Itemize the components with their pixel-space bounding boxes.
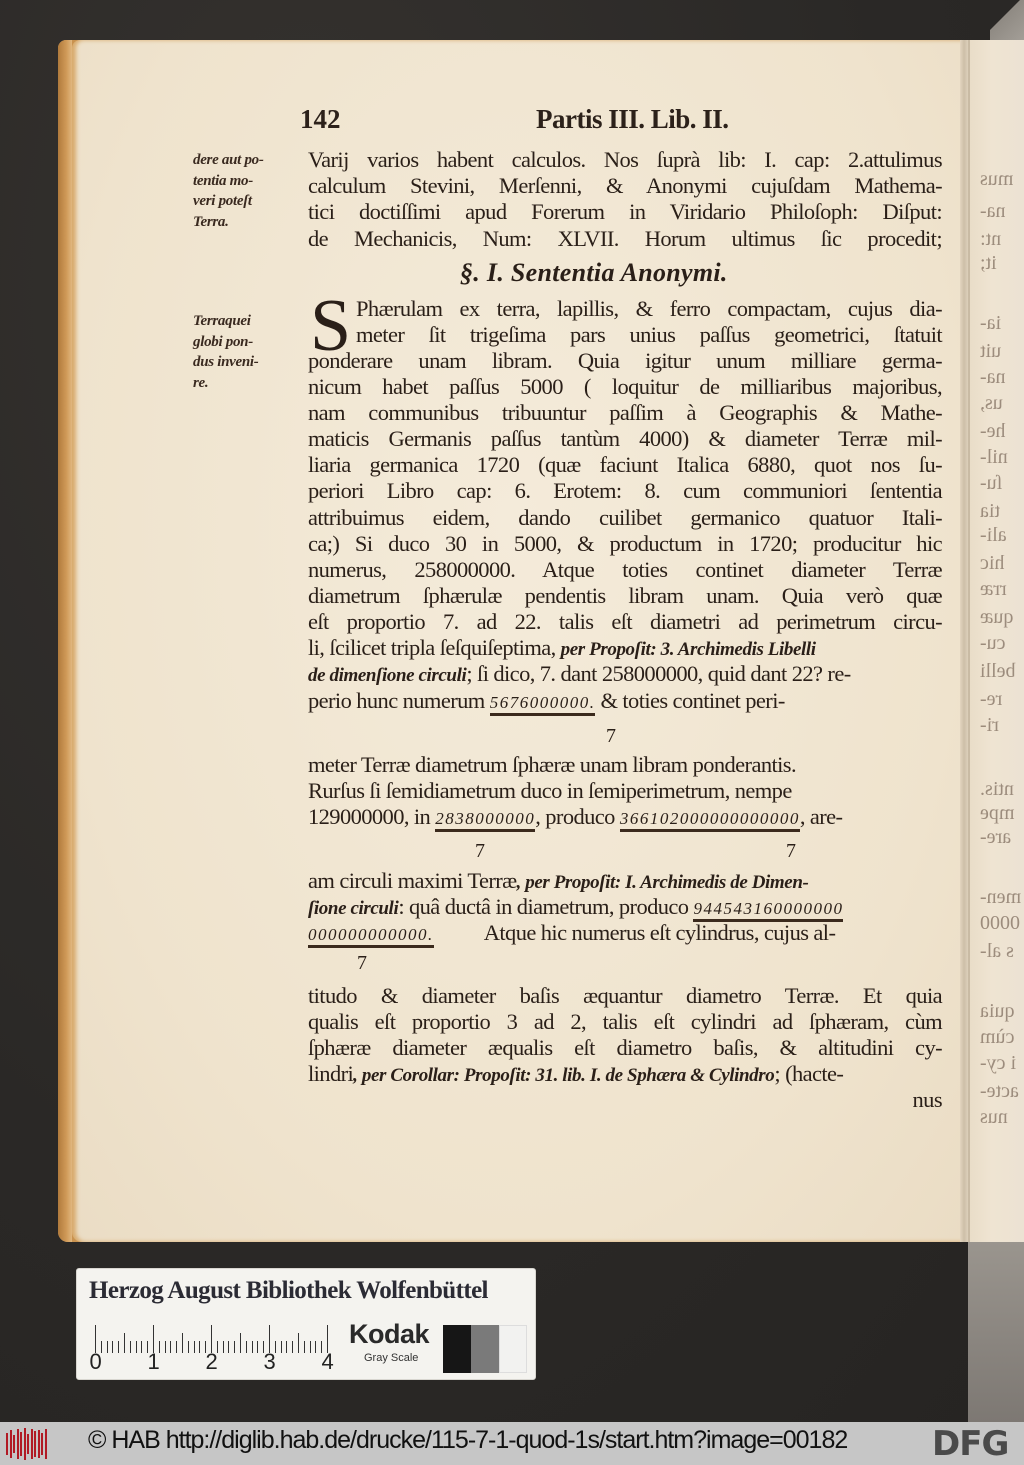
ruler-tick [188,1341,189,1353]
text-line: Phærulam ex terra, lapillis, & ferro compactam, cujus dia- [356,296,942,321]
swatch-white [499,1325,527,1373]
margin-note-line: veri poteſt [193,193,252,209]
ruler-tick [286,1341,287,1353]
bleed-through-text: 0000 [980,912,1020,934]
text-line: de Mechanicis, Num: XLVII. Horum ultimus ſic procedit; [308,226,942,251]
swatch-gray [471,1325,499,1373]
ruler-tick [176,1341,177,1353]
text-line: 000000000000. Atque hic numerus eſt cylindrus, cujus al- [308,920,835,946]
text-line: nicum habet paſſus 5000 ( loquitur de milliaribus majoribus, [308,374,942,399]
bleed-through-text: cùm [980,1026,1015,1048]
text-line: eſt proportio 7. ad 22. talis eſt diametri ad perimetrum circu- [308,609,942,634]
computed-number: 5676000000. [490,693,596,716]
ruler-tick [304,1341,305,1353]
bleed-through-text: mus [980,168,1014,190]
citation: de dimenſione circuli [308,665,467,686]
text-line: numerus, 258000000. Atque toties continet diameter Terræ [308,557,942,582]
bleed-through-text: nt: [980,228,1002,250]
text-line: Rurſus ſi ſemidiametrum duco in ſemiperimetrum, nempe [308,778,792,803]
bleed-through-text: na- [980,366,1006,388]
bleed-through-text: ali- [980,524,1007,546]
glass-plate-corner [990,0,1024,40]
citation: ſione circuli [308,898,399,919]
text-line: Varij varios habent calculos. Nos ſuprà lib: I. cap: 2.attulimus [308,147,942,172]
bleed-through-text: are- [980,826,1012,848]
swatch-black [443,1325,471,1373]
bleed-through-text: re- [980,688,1003,710]
text-line: calculum Stevini, Merſenni, & Anonymi cujuſdam Mathema- [308,173,942,198]
text-line: meter ſit trigeſima pars unius paſſus geometrici, ſtatuit [356,322,942,347]
ruler-tick [141,1341,142,1353]
margin-note-line: dus inveni- [193,354,259,370]
ruler-tick [292,1341,293,1353]
bleed-through-text: ntis. [980,778,1014,800]
computed-number: 2838000000 [435,809,535,832]
text-line: maticis Germanis paſſus tantùm 4000) & diameter Terræ mil- [308,426,942,451]
bleed-through-text: ri- [980,714,999,736]
bleed-through-text: nus [980,1106,1008,1128]
hab-barcode-icon [6,1428,48,1460]
copyright-link[interactable]: © HAB http://diglib.hab.de/drucke/115-7-1-quod-1s/start.htm?image=00182 [88,1426,848,1454]
ruler-label: 0 [89,1349,102,1374]
margin-note-2 [193,311,303,393]
glass-plate-bottom [968,1242,1024,1422]
scale-ruler [89,1323,335,1375]
bleed-through-text: us, [980,392,1003,414]
bleed-through-text: ia- [980,312,1002,334]
ruler-tick [170,1341,171,1353]
margin-note-line: globi pon- [193,333,253,350]
fraction-denominator: 7 [786,840,796,862]
ruler-tick [310,1341,311,1353]
fraction-denominator: 7 [475,840,485,862]
text-line: ponderare unam libram. Quia igitur unum milliare germa- [308,348,942,373]
margin-note-line: re. [193,374,209,391]
ruler-tick [165,1341,166,1353]
ruler-tick [246,1341,247,1353]
ruler-tick [182,1333,183,1353]
text-line: ca;) Si duco 30 in 5000, & productum in 1720; producitur hic [308,531,942,556]
bleed-through-text: he- [980,420,1006,442]
computed-number: 944543160000000 [693,899,843,922]
citation: , per Propoſit: I. Archimedis de Dimen- [516,872,809,893]
ruler-tick [107,1341,108,1353]
footer-bar [0,1422,1024,1465]
page-fore-edge [58,40,72,1242]
ruler-tick [252,1341,253,1353]
text-line: lindri, per Corollar: Propoſit: 31. lib. I. de Sphæra & Cylindro; (hacte- [308,1061,844,1086]
margin-note-line: dere aut po- [193,152,264,168]
ruler-tick [234,1341,235,1353]
margin-note-line: Terra. [193,213,229,230]
citation: , per Corollar: Propoſit: 31. lib. I. de Sphæra & Cylindro [353,1065,775,1086]
bleed-through-text: s al- [980,940,1014,962]
ruler-tick [112,1341,113,1353]
margin-note-line: Terraquei [193,313,251,329]
ruler-tick [130,1341,131,1353]
adjacent-page-edge [968,40,1024,1242]
bleed-through-text: belli [980,660,1016,682]
ruler-tick [281,1341,282,1353]
text-line: perio hunc numerum 5676000000. & toties continet peri- [308,688,785,714]
ruler-tick [199,1341,200,1353]
bleed-through-text: it; [980,252,997,274]
ruler-label: 2 [205,1349,218,1374]
bleed-through-text: mpe [980,802,1015,824]
margin-note-1 [193,150,303,232]
page-number: 142 [300,104,341,134]
text-line: 129000000, in 2838000000, produco 366102000000000000, are- [308,804,842,830]
text-line: am circuli maximi Terræ, per Propoſit: I. Archimedis de Dimen- [308,868,809,893]
bleed-through-text: nil- [980,446,1008,468]
text-line: nam communibus tribuuntur paſſim à Geographis & Mathe- [308,400,942,425]
drop-cap: S [310,285,352,367]
fraction-denominator: 7 [606,725,616,747]
bleed-through-text: acte- [980,1080,1019,1102]
dfg-logo: DFG [932,1424,1009,1464]
bleed-through-text: na- [980,200,1006,222]
text-line: tici doctiſſimi apud Forerum in Viridario Philoſoph: Diſput: [308,199,942,224]
text-line: titudo & diameter baſis æquantur diametro Terræ. Et quia [308,983,942,1008]
ruler-label: 4 [321,1349,334,1374]
ruler-tick [223,1341,224,1353]
ruler-tick [194,1341,195,1353]
margin-note-line: tentia mo- [193,172,253,189]
ruler-tick [315,1341,316,1353]
bleed-through-text: quæ [980,606,1014,628]
text-line: de dimenſione circuli; ſi dico, 7. dant 258000000, quid dant 22? re- [308,661,851,686]
bleed-through-text: cu- [980,632,1006,654]
gray-scale-label: Gray Scale [364,1352,419,1364]
ruler-tick [298,1333,299,1353]
bleed-through-text: i cy- [980,1052,1017,1074]
fraction-denominator: 7 [357,952,367,974]
bleed-through-text: quia [980,1000,1015,1022]
running-head-title: Partis III. Lib. II. [536,104,729,134]
institution-name: Herzog August Bibliothek Wolfenbüttel [89,1277,488,1304]
computed-number: 000000000000. [308,925,434,948]
ruler-tick [124,1333,125,1353]
text-line: ſphæræ diameter æqualis eſt diametro baſis, & altitudini cy- [308,1035,942,1060]
ruler-label: 1 [147,1349,160,1374]
text-line: ſione circuli: quâ ductâ in diametrum, produco 944543160000000 [308,894,843,920]
bleed-through-text: hic [980,552,1005,574]
text-line: periori Libro cap: 6. Erotem: 8. cum communiori ſententia [308,478,942,503]
kodak-logo: Kodak [349,1319,430,1349]
text-line: liaria germanica 1720 (quæ faciunt Italica 6880, quot nos ſu- [308,452,942,477]
ruler-label: 3 [263,1349,276,1374]
bleed-through-text: ſu- [980,472,1003,494]
ruler-tick [118,1341,119,1353]
bleed-through-text: tia [980,500,1000,522]
citation: per Propoſit: 3. Archimedis Libelli [560,639,816,660]
ruler-tick [228,1341,229,1353]
text-line: li, ſcilicet tripla ſeſquiſeptima, per Propoſit: 3. Archimedis Libelli [308,635,816,660]
ruler-tick [240,1333,241,1353]
color-reference-card [76,1268,536,1380]
catchword: nus [912,1087,942,1112]
text-line: qualis eſt proportio 3 ad 2, talis eſt cylindri ad ſphæram, cùm [308,1009,942,1034]
bleed-through-text: uit [980,340,1002,362]
section-heading: §. I. Sententia Anonymi. [460,258,728,287]
text-line: diametrum ſphærulæ pendentis libram unam. Quia verò quæ [308,583,942,608]
computed-number: 366102000000000000 [620,809,800,832]
ruler-tick [136,1341,137,1353]
bleed-through-text: rræ [980,578,1007,600]
text-line: meter Terræ diametrum ſphæræ unam libram ponderantis. [308,752,796,777]
bleed-through-text: men- [980,886,1022,908]
page-gutter [960,40,968,1242]
ruler-tick [257,1341,258,1353]
text-line: attribuimus eidem, dando cuilibet germanico quatuor Itali- [308,505,942,530]
running-head [300,104,940,144]
